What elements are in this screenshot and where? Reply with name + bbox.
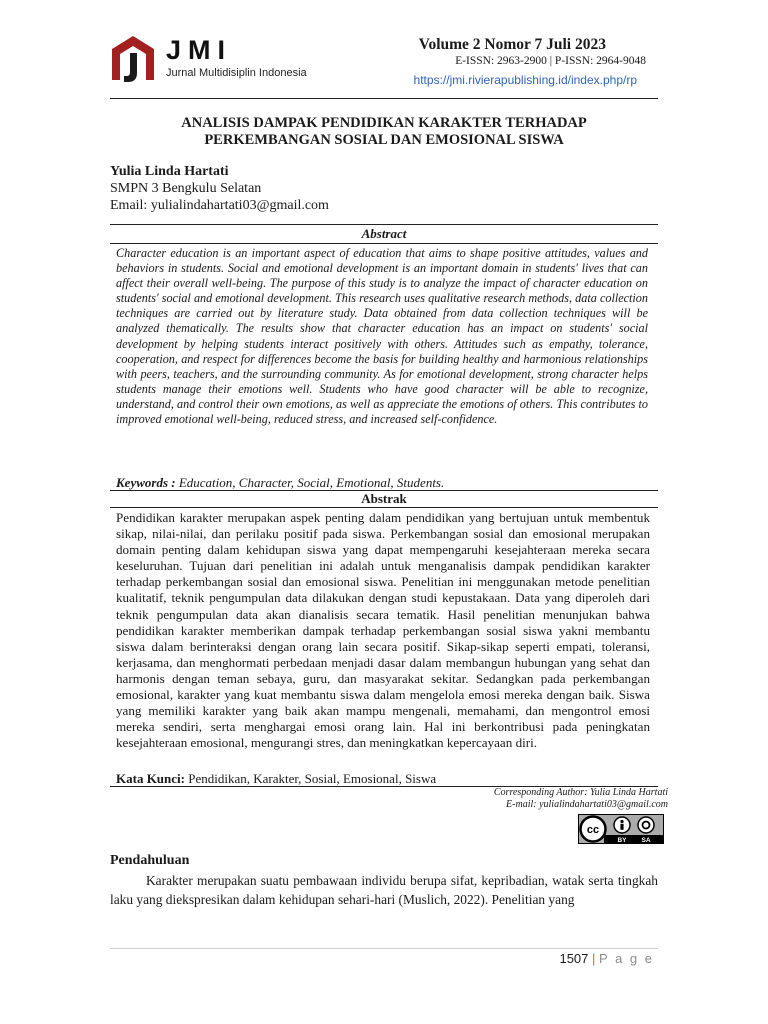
journal-issn: E-ISSN: 2963-2900 | P-ISSN: 2964-9048: [455, 55, 646, 67]
footer-divider: [110, 948, 658, 949]
footer-separator: |: [592, 951, 596, 966]
corresponding-author-email: E-mail: yulialindahartati03@gmail.com: [506, 799, 668, 810]
paper-title-line-2: PERKEMBANGAN SOSIAL DAN EMOSIONAL SISWA: [204, 132, 564, 148]
logo-text: JMI: [166, 35, 233, 65]
paper-title: [110, 115, 658, 149]
kata-kunci: [116, 771, 436, 786]
cc-label: cc: [586, 824, 600, 836]
author-institution: SMPN 3 Bengkulu Selatan: [110, 181, 262, 196]
page-number: 1507: [559, 951, 589, 966]
journal-volume: Volume 2 Nomor 7 Juli 2023: [418, 36, 606, 53]
paper-title-line-1: ANALISIS DAMPAK PENDIDIKAN KARAKTER TERHADAP: [181, 115, 587, 131]
keywords-list: Education, Character, Social, Emotional, Students.: [175, 475, 445, 490]
journal-logo-icon: [108, 33, 158, 85]
by-label: BY: [617, 837, 627, 844]
corresponding-author-name: Corresponding Author: Yulia Linda Hartati: [493, 787, 668, 798]
abstract-heading-rule: [110, 243, 658, 244]
author-name: Yulia Linda Hartati: [110, 164, 229, 179]
abstrak-text: Pendidikan karakter merupakan aspek penting dalam pendidikan yang bertujuan untuk membentuk sikap, nilai-nilai, dan perilaku positif pada siswa. Perkembangan sosial dan emosional merupakan domain penting dalam kehidupan siswa yang dapat mempengaruhi kesejahteraan mereka secara keseluruhan. Tujuan dari penelitian ini adalah untuk menganalisis dampak pendidikan karakter terhadap perkembangan sosial dan emosional siswa. Penelitian ini menggunakan metode penelitian kualitatif, teknik pengumpulan data dilakukan dengan studi kepustakaan. Data yang diperoleh dari teknik pengumpulan data akan dianalisis secara tematik. Hasil penelitian menunjukan bahwa pendidikan karakter memberikan dampak terhadap perkembangan sosial siswa yakni membantu siswa dalam berinteraksi dengan orang lain secara positif. Sikap-sikap seperti empati, toleransi, kerjasama, dan menghormati perbedaan menjadi dasar dalam membangun hubungan yang sehat dan harmonis dengan teman sebaya, guru, dan masyarakat sekitar. Sedangkan pada perkembangan emosional, karakter yang kuat membantu siswa dalam mengelola emosi mereka dengan baik. Siswa yang memiliki karakter yang baik akan mampu mengenali, memahami, dan mengontrol emosi mereka sendiri, serta menghargai emosi orang lain. Hal ini berkontribusi pada peningkatan kesejahteraan emosional, mengurangi stres, dan meningkatkan kepercayaan diri.: [116, 510, 650, 751]
corresponding-author: [494, 787, 668, 811]
journal-url-link[interactable]: https://jmi.rivierapublishing.id/index.php/rp: [413, 73, 637, 87]
header-divider: [110, 98, 658, 99]
abstract-heading: Abstract: [361, 226, 407, 241]
keywords: [116, 475, 444, 490]
kata-kunci-label: Kata Kunci:: [116, 771, 185, 786]
cc-by-sa-license-icon[interactable]: [578, 814, 664, 844]
abstrak-heading: Abstrak: [361, 491, 407, 506]
page-label: P a g e: [599, 951, 654, 966]
keywords-label: Keywords :: [116, 475, 176, 490]
sa-label: SA: [641, 837, 651, 844]
logo-subtitle: Jurnal Multidisiplin Indonesia: [166, 67, 307, 79]
author-email: Email: yulialindahartati03@gmail.com: [110, 198, 329, 213]
introduction-paragraph: Karakter merupakan suatu pembawaan individu berupa sifat, kepribadian, watak serta tingkah laku yang diekspresikan dalam kehidupan sehari-hari (Muslich, 2022). Penelitian yang: [110, 873, 658, 907]
abstract-text: Character education is an important aspect of education that aims to shape positive attitudes, values and behaviors in students. Social and emotional development is an important domain in students' lives that can affect their overall well-being. The purpose of this study is to analyze the impact of character education on students' social and emotional development. This research uses qualitative research methods, data collection techniques are carried out by literature study. Data obtained from data collection techniques will be analyzed thematically. The results show that character education has an impact on students' social development by helping students interact positively with others. Attitudes such as empathy, tolerance, cooperation, and respect for differences become the basis for building healthy and harmonious relationships with peers, teachers, and the surrounding community. As for emotional development, strong character helps students manage their emotions well. Students who have good character will be able to recognize, understand, and control their own emotions, as well as appreciate the emotions of others. This contributes to improved emotional well-being, reduced stress, and increased self-confidence.: [116, 246, 648, 427]
abstract-top-rule: [110, 224, 658, 225]
kata-kunci-list: Pendidikan, Karakter, Sosial, Emosional, Siswa: [184, 771, 437, 786]
introduction-text: [110, 871, 658, 909]
section-heading-introduction: Pendahuluan: [110, 853, 190, 868]
page-footer: [559, 951, 654, 966]
abstrak-heading-rule: [110, 507, 658, 508]
